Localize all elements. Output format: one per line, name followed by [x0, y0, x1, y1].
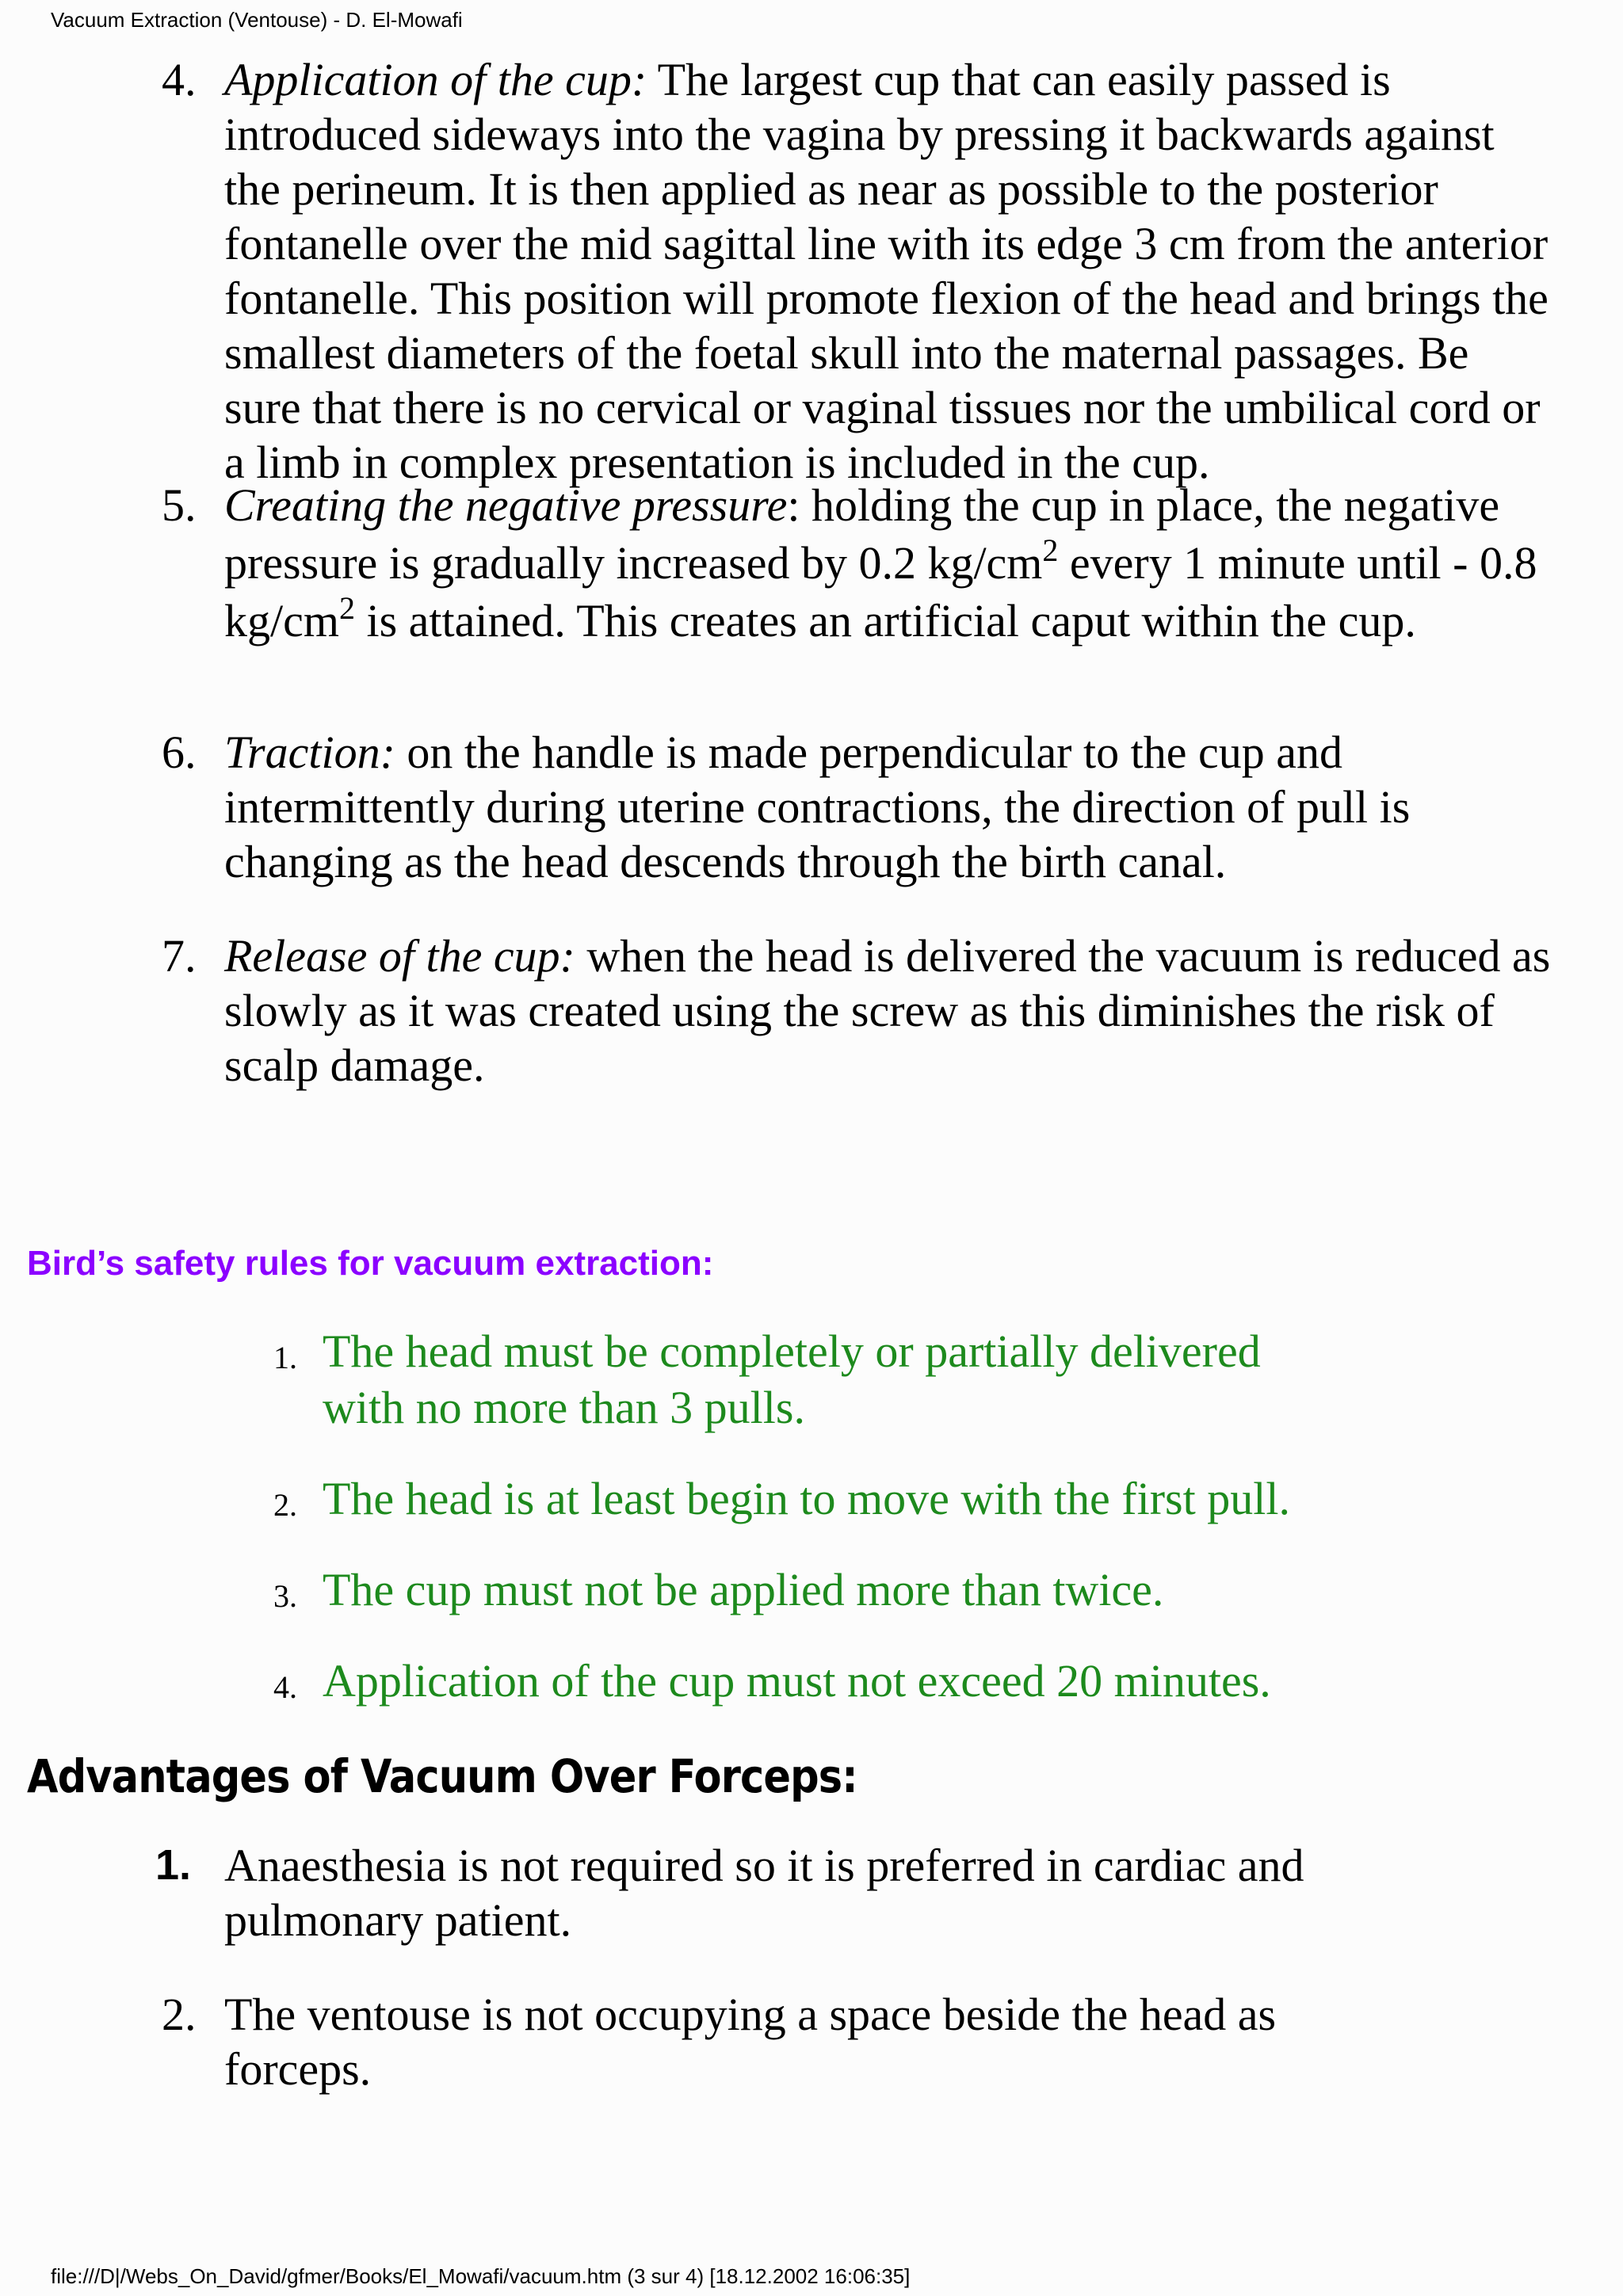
rule-number: 2. [273, 1487, 297, 1523]
list-item-lead: Creating the negative pressure [224, 479, 788, 531]
rule-number: 1. [273, 1340, 297, 1375]
list-item-number: 2. [162, 1989, 197, 2040]
superscript: 2 [1042, 532, 1059, 568]
list-item [0, 1838, 1492, 1947]
superscript: 2 [338, 590, 355, 626]
list-item-lead: Release of the cup: [224, 930, 575, 982]
rule-number: 4. [273, 1669, 297, 1705]
list-item-text: when the head is delivered the vacuum is reduced as slowly as it was created using the screw as this diminishes the risk of scalp damage. [224, 930, 1551, 1091]
list-item [0, 725, 1556, 889]
advantages-heading: Advantages of Vacuum Over Forceps: [27, 1749, 857, 1803]
list-item-text: on the handle is made perpendicular to the cup and intermittently during uterine contractions, the direction of pull is changing as the head descends through the birth canal. [224, 727, 1411, 887]
page-footer: file:///D|/Webs_On_David/gfmer/Books/El_Mowafi/vacuum.htm (3 sur 4) [18.12.2002 16:06:35] [51, 2264, 911, 2288]
list-item-number: 4. [162, 54, 197, 105]
list-item-number: 6. [162, 727, 197, 778]
rule-text: The head must be completely or partially delivered with no more than 3 pulls. [323, 1325, 1261, 1433]
list-item-number: 1. [155, 1841, 192, 1889]
list-item-text: The largest cup that can easily passed is introduced sideways into the vagina by pressing it backwards against the perineum. It is then applied as near as possible to the posterior fontanelle over the mid sagittal line with its edge 3 cm from the anterior fontanelle. This position will promote flexion of the head and brings the smallest diameters of the foetal skull into the maternal passages. Be sure that there is no cervical or vaginal tissues nor the umbilical cord or a limb in complex presentation is included in the cup. [224, 54, 1549, 488]
procedure-steps-list [0, 52, 1623, 1093]
list-item [0, 929, 1556, 1093]
list-item [0, 52, 1556, 488]
list-item-lead: Application of the cup: [224, 54, 647, 105]
rule-text: Application of the cup must not exceed 20 minutes. [323, 1655, 1271, 1707]
rule-item [0, 1470, 1432, 1527]
list-item-lead: Traction: [224, 727, 395, 778]
birds-rules-heading: Bird’s safety rules for vacuum extraction: [27, 1244, 714, 1283]
list-item-text: : holding the cup in place, the negative pressure is gradually increased by 0.2 kg/cm [224, 479, 1500, 589]
advantages-list [0, 1838, 1623, 2096]
list-item [0, 476, 1556, 704]
list-item-number: 5. [162, 479, 197, 531]
rule-number: 3. [273, 1578, 297, 1614]
list-item-text: is attained. This creates an artificial caput within the cup. [354, 595, 1416, 646]
rule-item [0, 1323, 1353, 1436]
rule-text: The head is at least begin to move with the first pull. [323, 1473, 1290, 1524]
rule-text: The cup must not be applied more than twice. [323, 1564, 1164, 1615]
list-item-text: every 1 minute until - 0.8 kg/cm [224, 537, 1537, 646]
list-item-text: Anaesthesia is not required so it is preferred in cardiac and pulmonary patient. [224, 1840, 1304, 1946]
birds-rules-list [0, 1323, 1623, 1709]
rule-item [0, 1562, 1432, 1618]
rule-item [0, 1653, 1432, 1709]
list-item [0, 1987, 1413, 2096]
page-header: Vacuum Extraction (Ventouse) - D. El-Mowafi [51, 8, 463, 32]
list-item-number: 7. [162, 930, 197, 982]
list-item-text: The ventouse is not occupying a space beside the head as forceps. [224, 1989, 1277, 2095]
